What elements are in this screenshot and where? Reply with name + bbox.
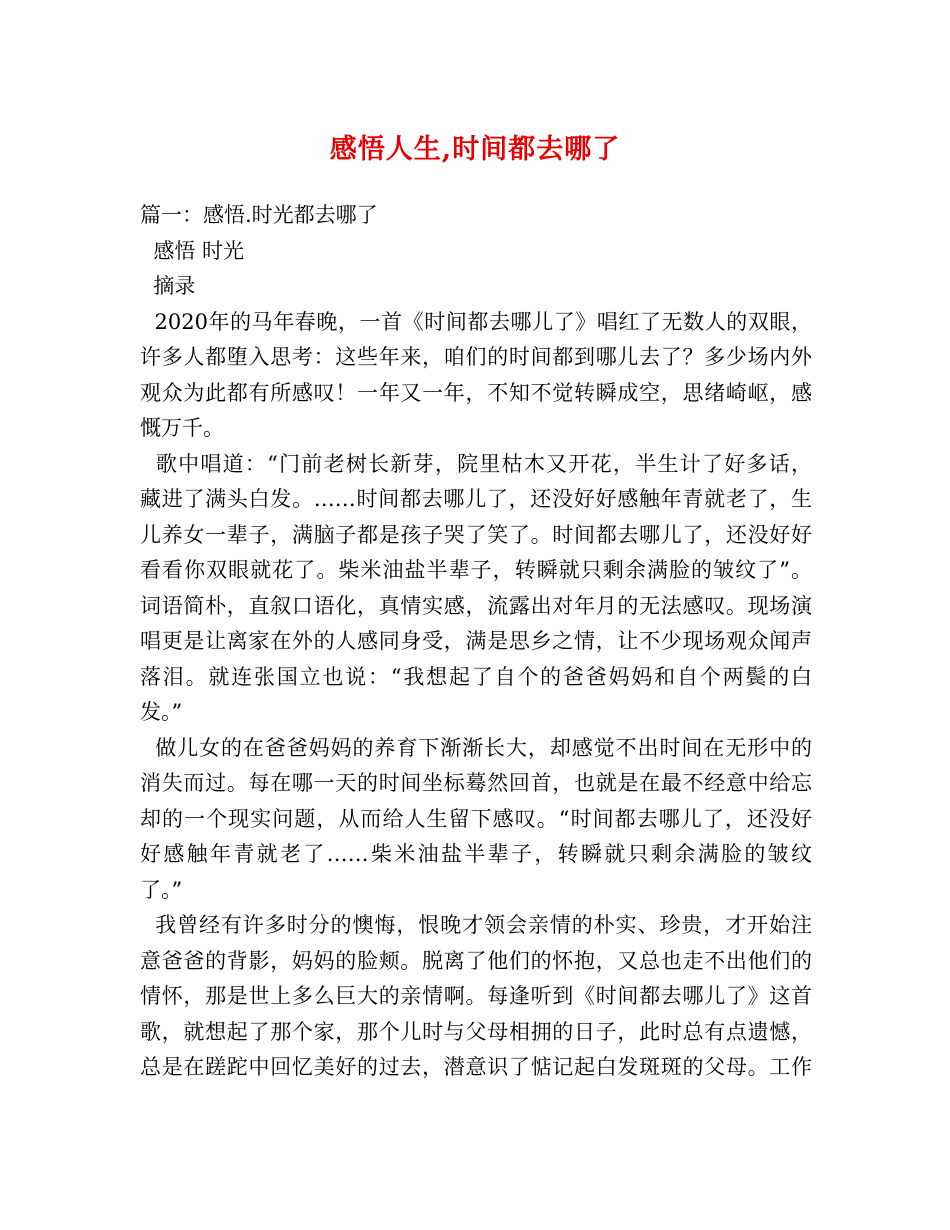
text-line: 我曾经有许多时分的懊悔，恨晚才领会亲情的朴实、珍贵，才开始注 [140,913,812,937]
text-line: 消失而过。每在哪一天的时间坐标蓦然回首，也就是在最不经意中给忘 [140,771,812,795]
text-line: 歌，就想起了那个家，那个儿时与父母相拥的日子，此时总有点遗憾， [140,1019,812,1044]
document-title: 感悟人生,时间都去哪了 [329,134,621,165]
text-line: 却的一个现实问题，从而给人生留下感叹。“时间都去哪儿了，还没好 [140,806,812,831]
text-line: 发。” [140,700,183,724]
text-line: 词语简朴，直叙口语化，真情实感，流露出对年月的无法感叹。现场演 [140,593,812,618]
text-line: 许多人都堕入思考：这些年来，咱们的时间都到哪儿去了？多少场内外 [140,345,812,369]
text-line: 感悟 时光 [140,238,245,263]
text-line: 2020年的马年春晚，一首《时间都去哪儿了》唱红了无数人的双眼， [140,309,812,334]
text-line: 总是在蹉跎中回忆美好的过去，潜意识了惦记起白发斑斑的父母。工作 [140,1055,812,1079]
text-line: 慨万千。 [140,416,224,440]
text-line: 儿养女一辈子，满脑子都是孩子哭了笑了。时间都去哪儿了，还没好好 [140,522,812,547]
text-line: 歌中唱道：“门前老树长新芽，院里枯木又开花，半生计了好多话， [140,451,812,476]
text-line: 情怀，那是世上多么巨大的亲情啊。每逢听到《时间都去哪儿了》这首 [140,984,812,1008]
text-line: 意爸爸的背影，妈妈的脸颊。脱离了他们的怀抱，又总也走不出他们的 [140,948,812,973]
text-line: 藏进了满头白发。……时间都去哪儿了，还没好好感触年青就老了，生 [140,487,812,511]
text-line: 好感触年青就老了……柴米油盐半辈子，转瞬就只剩余满脸的皱纹 [140,842,812,866]
text-line: 唱更是让离家在外的人感同身受，满是思乡之情，让不少现场观众闻声 [140,629,812,653]
text-line: 了。” [140,877,183,902]
document-body [140,198,812,1086]
text-line: 观众为此都有所感叹！一年又一年，不知不觉转瞬成空，思绪崎岖，感 [140,380,812,405]
text-line: 篇一：感悟.时光都去哪了 [140,203,378,227]
text-line: 看看你双眼就花了。柴米油盐半辈子，转瞬就只剩余满脸的皱纹了”。 [140,558,812,582]
text-line: 做儿女的在爸爸妈妈的养育下渐渐长大，却感觉不出时间在无形中的 [140,735,812,760]
text-line: 摘录 [140,274,196,298]
text-line: 落泪。就连张国立也说：“我想起了自个的爸爸妈妈和自个两鬓的白 [140,664,812,689]
